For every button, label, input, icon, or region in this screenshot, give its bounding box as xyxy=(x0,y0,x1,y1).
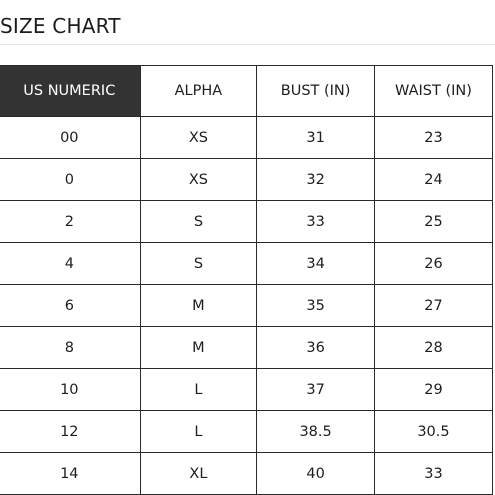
cell-waist: 30.5 xyxy=(374,411,492,453)
table-row xyxy=(0,369,493,411)
cell-waist: 27 xyxy=(374,285,492,327)
cell-bust: 32 xyxy=(257,159,375,201)
cell-us-numeric: 12 xyxy=(0,411,140,453)
cell-alpha: M xyxy=(140,327,257,369)
cell-bust: 33 xyxy=(257,201,375,243)
cell-waist: 23 xyxy=(374,117,492,159)
table-header-row xyxy=(0,66,493,117)
table-row xyxy=(0,117,493,159)
page-title: SIZE CHART xyxy=(0,14,121,38)
cell-us-numeric: 0 xyxy=(0,159,140,201)
header-waist[interactable]: WAIST (IN) xyxy=(374,66,492,117)
cell-us-numeric: 2 xyxy=(0,201,140,243)
cell-alpha: XL xyxy=(140,453,257,495)
cell-waist: 28 xyxy=(374,327,492,369)
table-row xyxy=(0,453,493,495)
title-divider xyxy=(0,44,495,45)
cell-waist: 26 xyxy=(374,243,492,285)
cell-us-numeric: 6 xyxy=(0,285,140,327)
cell-bust: 31 xyxy=(257,117,375,159)
cell-bust: 35 xyxy=(257,285,375,327)
cell-waist: 29 xyxy=(374,369,492,411)
cell-us-numeric: 10 xyxy=(0,369,140,411)
table-row xyxy=(0,159,493,201)
table-row xyxy=(0,411,493,453)
cell-alpha: M xyxy=(140,285,257,327)
table-row xyxy=(0,243,493,285)
cell-alpha: L xyxy=(140,369,257,411)
table-row xyxy=(0,285,493,327)
cell-alpha: XS xyxy=(140,159,257,201)
header-us-numeric[interactable]: US NUMERIC xyxy=(0,66,140,117)
cell-bust: 40 xyxy=(257,453,375,495)
header-alpha[interactable]: ALPHA xyxy=(140,66,257,117)
size-chart-table xyxy=(0,65,493,495)
cell-waist: 33 xyxy=(374,453,492,495)
cell-alpha: S xyxy=(140,201,257,243)
cell-us-numeric: 8 xyxy=(0,327,140,369)
cell-us-numeric: 14 xyxy=(0,453,140,495)
header-bust[interactable]: BUST (IN) xyxy=(257,66,375,117)
cell-bust: 37 xyxy=(257,369,375,411)
table-row xyxy=(0,327,493,369)
table-row xyxy=(0,201,493,243)
cell-bust: 36 xyxy=(257,327,375,369)
cell-us-numeric: 00 xyxy=(0,117,140,159)
cell-waist: 24 xyxy=(374,159,492,201)
cell-alpha: XS xyxy=(140,117,257,159)
cell-alpha: S xyxy=(140,243,257,285)
cell-waist: 25 xyxy=(374,201,492,243)
cell-alpha: L xyxy=(140,411,257,453)
cell-us-numeric: 4 xyxy=(0,243,140,285)
cell-bust: 34 xyxy=(257,243,375,285)
cell-bust: 38.5 xyxy=(257,411,375,453)
